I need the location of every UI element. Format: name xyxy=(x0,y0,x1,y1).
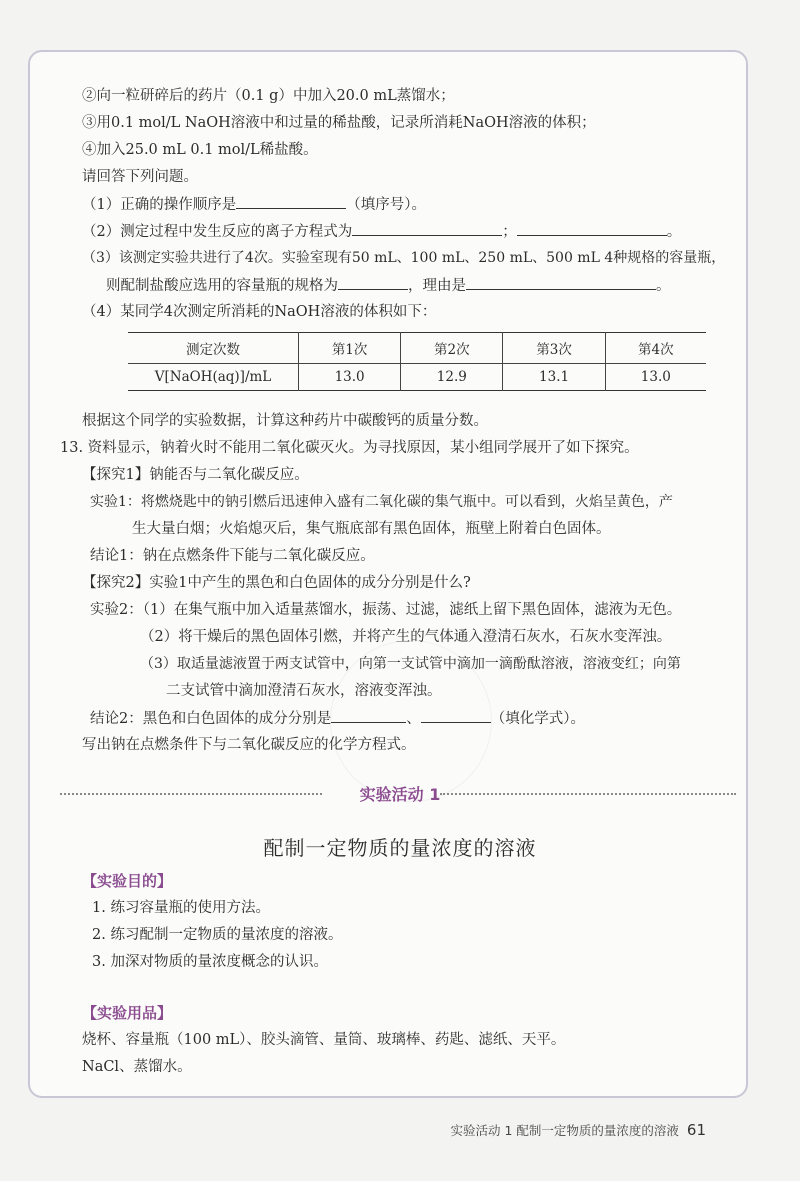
explore-1: 【探究1】钠能否与二氧化碳反应。 xyxy=(82,467,309,483)
page-footer xyxy=(451,1121,707,1139)
experiment-2-step-3: （3）取适量滤液置于两支试管中，向第一支试管中滴加一滴酚酞溶液，溶液变红；向第 xyxy=(140,656,681,672)
purpose-item: 1. 练习容量瓶的使用方法。 xyxy=(92,900,270,916)
question-3-line-1: （3）该测定实验共进行了4次。实验室现有50 mL、100 mL、250 mL、500 mL 4种规格的容量瓶， xyxy=(82,250,726,266)
table-header-cell: 测定次数 xyxy=(128,333,299,364)
question-4: （4）某同学4次测定所消耗的NaOH溶液的体积如下： xyxy=(82,304,437,320)
table-row-label: V[NaOH(aq)]/mL xyxy=(154,369,272,385)
answer-blank xyxy=(517,221,667,236)
table-cell: 13.0 xyxy=(299,364,401,391)
experiment-2-step-2: （2）将干燥后的黑色固体引燃，并将产生的气体通入澄清石灰水，石灰水变浑浊。 xyxy=(140,629,672,645)
table-followup: 根据这个同学的实验数据，计算这种药片中碳酸钙的质量分数。 xyxy=(82,413,488,429)
step-3: ③用0.1 mol/L NaOH溶液中和过量的稀盐酸，记录所消耗NaOH溶液的体积； xyxy=(82,115,596,131)
conclusion-1: 结论1：钠在点燃条件下能与二氧化碳反应。 xyxy=(90,548,375,564)
activity-title: 配制一定物质的量浓度的溶液 xyxy=(263,836,537,860)
question-2: （2）测定过程中发生反应的离子方程式为 ； 。 xyxy=(82,221,681,242)
purpose-heading: 【实验目的】 xyxy=(82,872,173,890)
volume-table xyxy=(128,332,706,391)
final-question: 写出钠在点燃条件下与二氧化碳反应的化学方程式。 xyxy=(82,737,416,753)
table-header-cell: 第2次 xyxy=(401,333,503,364)
materials-heading: 【实验用品】 xyxy=(82,1004,173,1022)
answer-blank xyxy=(352,221,502,236)
problem-13: 13. 资料显示，钠着火时不能用二氧化碳灭火。为寻找原因，某小组同学展开了如下探究。 xyxy=(60,440,639,456)
answer-blank xyxy=(331,708,406,723)
table-header-cell: 第1次 xyxy=(299,333,401,364)
conclusion-2: 结论2：黑色和白色固体的成分分别是 、 （填化学式）。 xyxy=(90,708,585,729)
answer-blank xyxy=(236,194,346,209)
table-row xyxy=(128,364,706,391)
materials-line-1: 烧杯、容量瓶（100 mL）、胶头滴管、量筒、玻璃棒、药匙、滤纸、天平。 xyxy=(82,1032,566,1048)
explore-2: 【探究2】实验1中产生的黑色和白色固体的成分分别是什么? xyxy=(82,575,471,591)
answer-blank xyxy=(338,275,408,290)
table-header-row xyxy=(128,333,706,364)
table-header-cell: 第4次 xyxy=(605,333,706,364)
purpose-item: 2. 练习配制一定物质的量浓度的溶液。 xyxy=(92,927,343,943)
activity-label: 实验活动 1 xyxy=(359,785,441,804)
page-number: 61 xyxy=(686,1121,706,1139)
table-cell: 13.1 xyxy=(503,364,605,391)
question-intro: 请回答下列问题。 xyxy=(82,169,198,185)
experiment-1-line-1: 实验1：将燃烧匙中的钠引燃后迅速伸入盛有二氧化碳的集气瓶中。可以看到，火焰呈黄色，产 xyxy=(90,494,673,510)
experiment-2-step-1: 实验2：（1）在集气瓶中加入适量蒸馏水，振荡、过滤，滤纸上留下黑色固体，滤液为无色。 xyxy=(90,602,682,618)
experiment-1-line-2: 生大量白烟；火焰熄灭后，集气瓶底部有黑色固体，瓶壁上附着白色固体。 xyxy=(132,521,611,537)
question-1: （1）正确的操作顺序是 （填序号）。 xyxy=(82,194,426,215)
table-header-cell: 第3次 xyxy=(503,333,605,364)
materials-line-2: NaCl、蒸馏水。 xyxy=(82,1059,192,1075)
question-3-line-2: 则配制盐酸应选用的容量瓶的规格为 ，理由是 。 xyxy=(106,275,671,296)
table-cell: 12.9 xyxy=(401,364,503,391)
experiment-2-step-3-cont: 二支试管中滴加澄清石灰水，溶液变浑浊。 xyxy=(166,683,442,699)
footer-running-title: 实验活动 1 配制一定物质的量浓度的溶液 xyxy=(450,1123,679,1138)
table-cell: 13.0 xyxy=(605,364,706,391)
answer-blank xyxy=(421,708,491,723)
step-4: ④加入25.0 mL 0.1 mol/L稀盐酸。 xyxy=(82,142,318,158)
answer-blank xyxy=(466,275,656,290)
step-2: ②向一粒研碎后的药片（0.1 g）中加入20.0 mL蒸馏水； xyxy=(82,88,455,104)
purpose-item: 3. 加深对物质的量浓度概念的认识。 xyxy=(92,954,328,970)
